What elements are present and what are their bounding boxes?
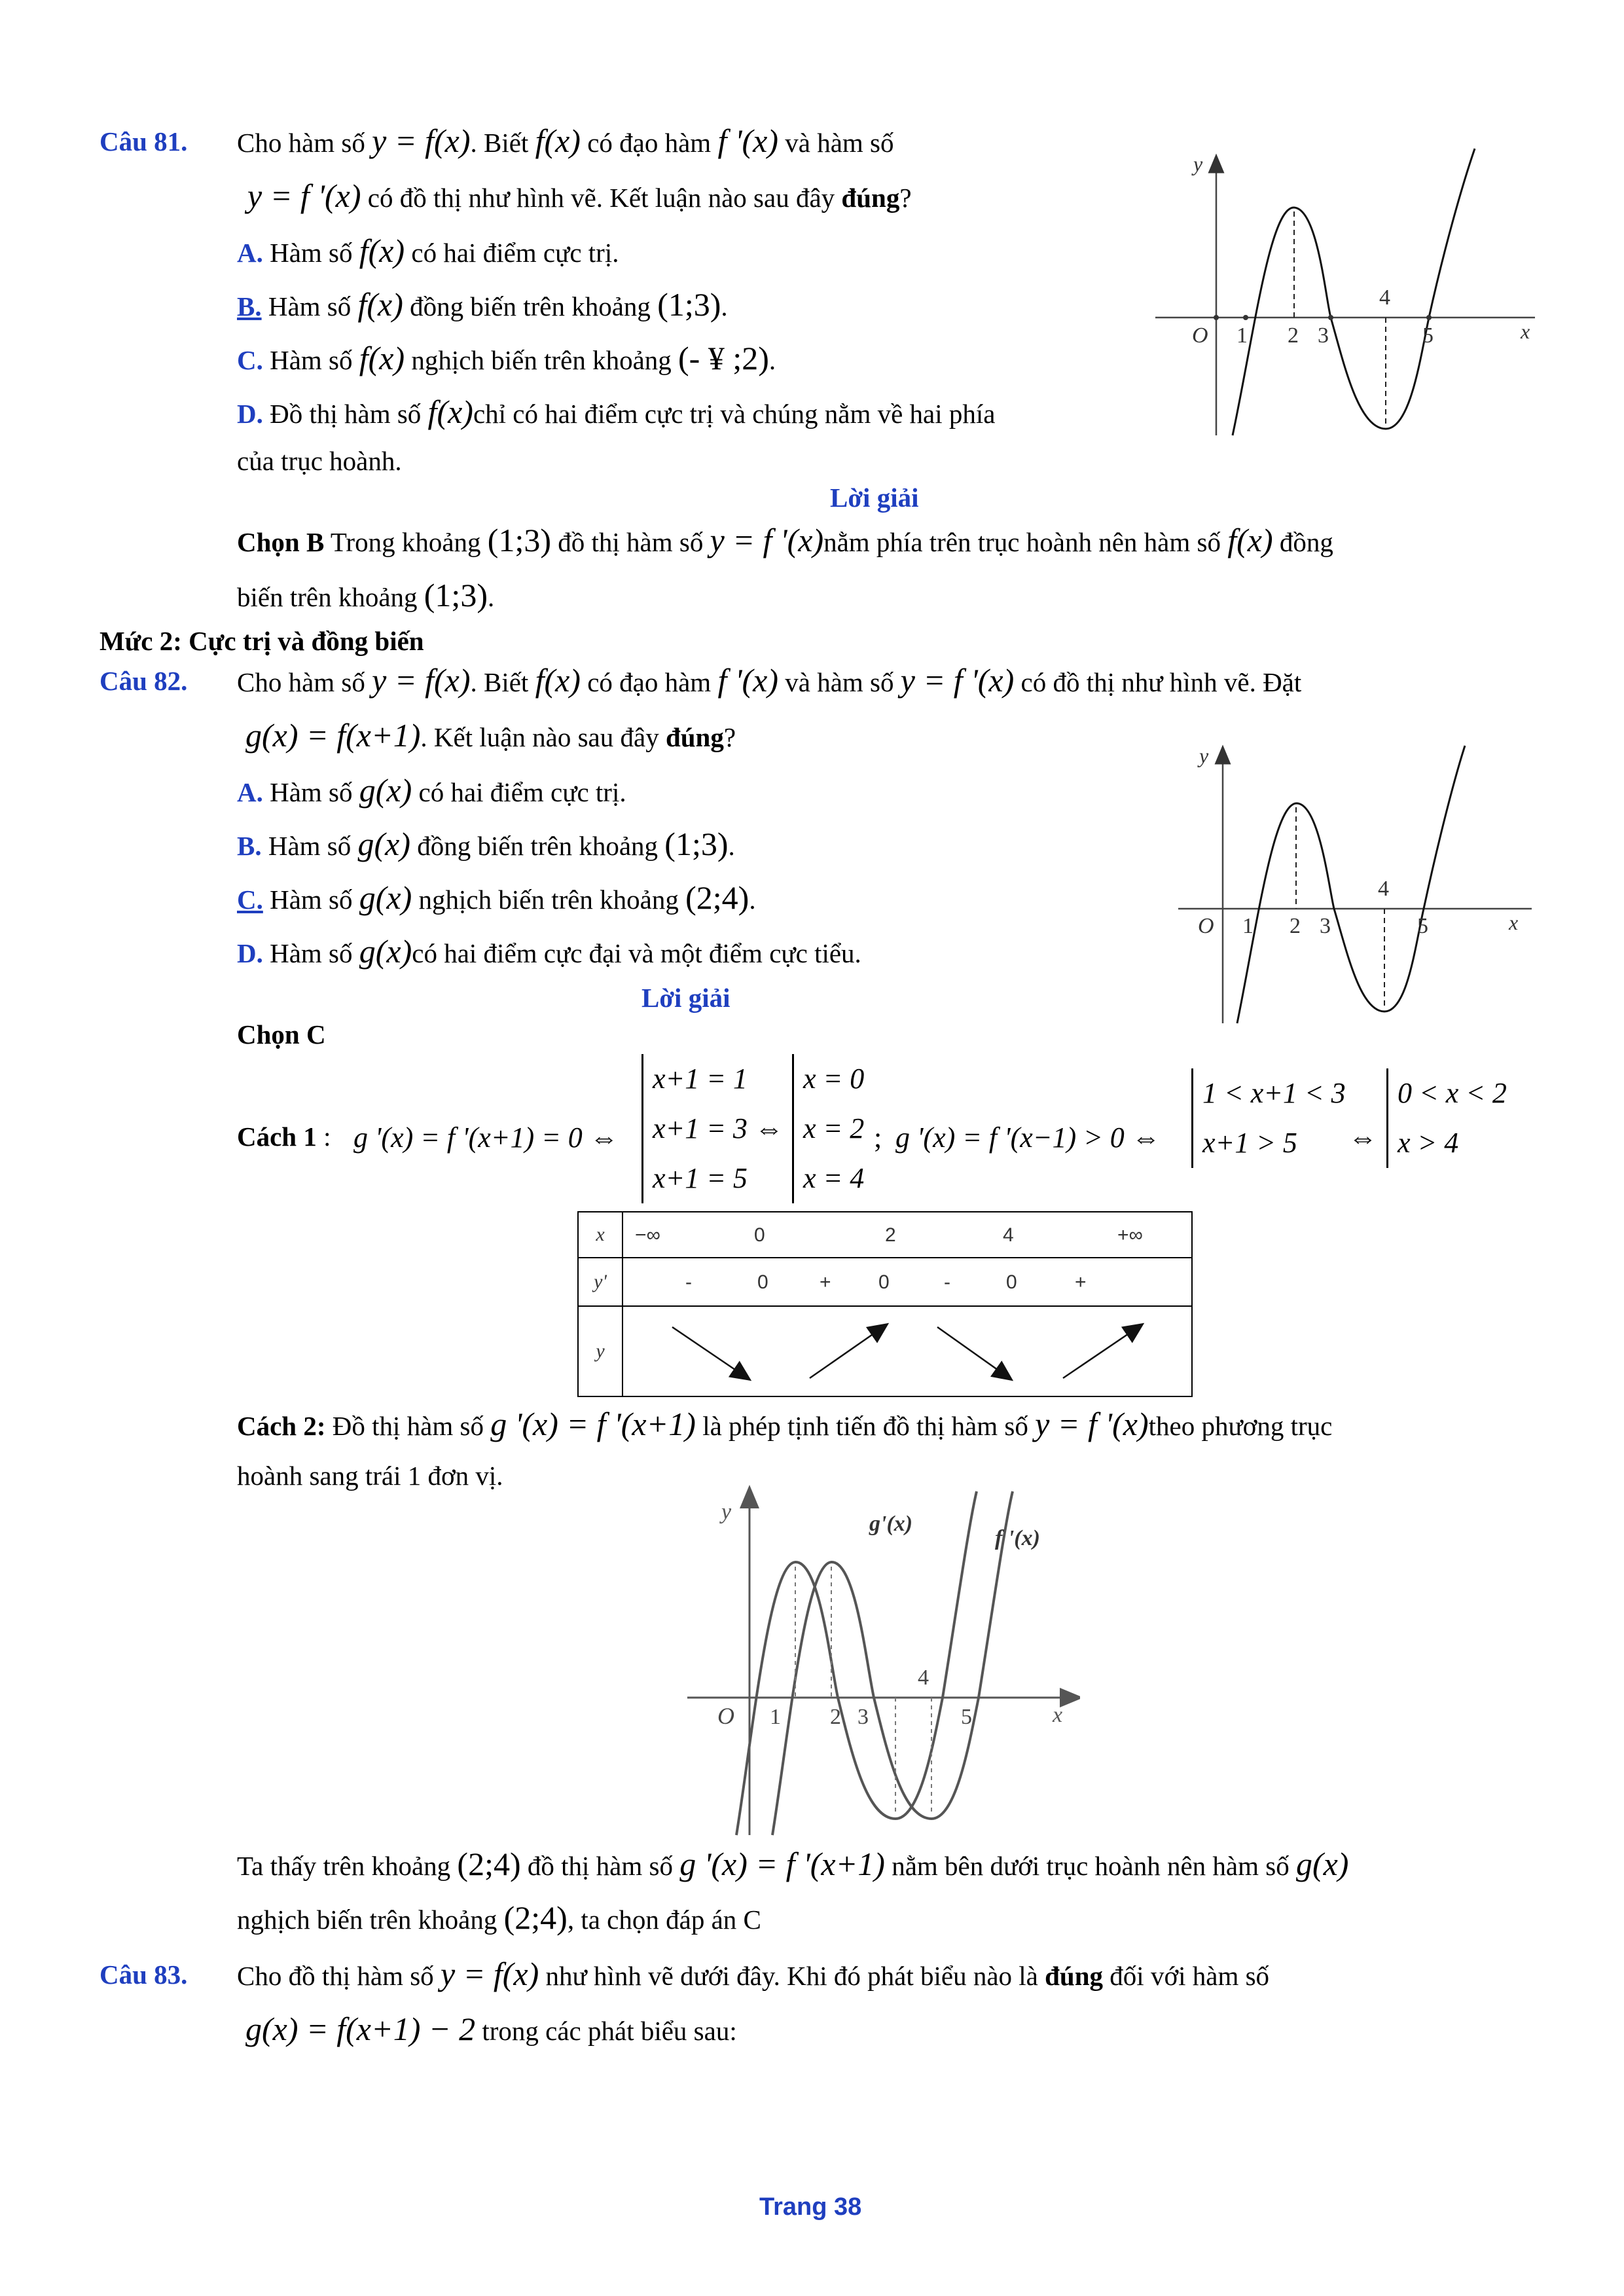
arrow-down-2 xyxy=(937,1327,1009,1378)
q82-method1-iff: ⇔ xyxy=(1348,1121,1377,1154)
arrow-up-1 xyxy=(810,1326,885,1378)
svg-text:5: 5 xyxy=(961,1705,972,1729)
q81-derivative-graph xyxy=(1149,147,1542,442)
arrow-up-2 xyxy=(1063,1326,1140,1378)
section-heading: Mức 2: Cực trị và đồng biến xyxy=(99,626,424,656)
svg-text:2: 2 xyxy=(830,1705,841,1729)
table-row-y-label: y xyxy=(578,1306,623,1396)
svg-text:O: O xyxy=(717,1703,734,1729)
g-prime-curve xyxy=(736,1491,977,1835)
q81-stem-line2: y = f '(x) có đồ thị như hình vẽ. Kết luận nào sau đây đúng? xyxy=(247,177,912,214)
q83-number: Câu 83. xyxy=(99,1959,188,1990)
svg-text:2: 2 xyxy=(1290,914,1301,938)
q82-system2: x = 0 x = 2 x = 4 xyxy=(792,1054,864,1203)
svg-text:O: O xyxy=(1198,914,1214,938)
g-prime-label: g'(x) xyxy=(869,1512,913,1536)
q82-derivative-graph xyxy=(1172,743,1538,1025)
svg-text:1: 1 xyxy=(1236,323,1248,348)
q81-origin: O xyxy=(1192,323,1208,348)
q82-method1-eq2: g '(x) = f '(x−1) > 0 ⇔ xyxy=(895,1121,1161,1154)
q81-solution-heading: Lời giải xyxy=(830,483,919,513)
table-row-yprime-label: y' xyxy=(578,1258,623,1306)
svg-text:y: y xyxy=(721,1500,732,1524)
q82-method1-label: Cách 1 : xyxy=(237,1121,331,1152)
q82-stem-line1: Cho hàm số y = f(x). Biết f(x) có đạo hàm f '(x) và hàm số y = f '(x) có đồ thị như hình vẽ. Đặt xyxy=(237,662,1302,699)
table-row-yprime-values: - 0 + 0 - 0 + xyxy=(623,1258,1192,1306)
q81-option-d[interactable]: D. Đồ thị hàm số f(x)chỉ có hai điểm cực trị và chúng nằm về hai phía xyxy=(237,393,996,430)
table-row-x-values: −∞ 0 2 4 +∞ xyxy=(623,1212,1192,1258)
q82-variation-table xyxy=(577,1211,1193,1396)
q82-stem-line2: g(x) = f(x+1). Kết luận nào sau đây đúng? xyxy=(245,717,736,754)
f-prime-curve xyxy=(772,1491,1013,1835)
svg-text:x: x xyxy=(1509,911,1519,934)
svg-text:5: 5 xyxy=(1422,323,1434,348)
svg-text:5: 5 xyxy=(1417,914,1428,938)
q81-option-a[interactable]: A. Hàm số f(x) có hai điểm cực trị. xyxy=(237,232,619,269)
q81-number: Câu 81. xyxy=(99,126,188,156)
q82-option-d[interactable]: D. Hàm số g(x)có hai điểm cực đại và một điểm cực tiểu. xyxy=(237,933,861,970)
q81-solution-line2: biến trên khoảng (1;3). xyxy=(237,577,495,613)
svg-text:1: 1 xyxy=(770,1705,781,1729)
svg-text:y: y xyxy=(1199,744,1209,767)
table-row-y-arrows xyxy=(623,1306,1192,1396)
q81-option-c[interactable]: C. Hàm số f(x) nghịch biến trên khoảng (- ¥ ;2). xyxy=(237,340,776,376)
q81-option-d-cont: của trục hoành. xyxy=(237,446,402,476)
q81-curve xyxy=(1233,149,1475,435)
q82-number: Câu 82. xyxy=(99,666,188,696)
q81-option-b[interactable]: B. Hàm số f(x) đồng biến trên khoảng (1;3). xyxy=(237,286,728,323)
svg-text:3: 3 xyxy=(1318,323,1329,348)
q81-y-label: y xyxy=(1193,152,1203,175)
arrow-down-1 xyxy=(672,1327,748,1378)
svg-text:x: x xyxy=(1053,1703,1063,1727)
svg-text:4: 4 xyxy=(1378,877,1389,901)
q82-method2-line1: Cách 2: Đồ thị hàm số g '(x) = f '(x+1) là phép tịnh tiến đồ thị hàm số y = f '(x)theo phương trục xyxy=(237,1406,1333,1442)
q82-choice: Chọn C xyxy=(237,1019,326,1049)
q82-option-a[interactable]: A. Hàm số g(x) có hai điểm cực trị. xyxy=(237,772,626,809)
page-footer: Trang 38 xyxy=(759,2193,862,2221)
q82-conclusion-line1: Ta thấy trên khoảng (2;4) đồ thị hàm số g '(x) = f '(x+1) nằm bên dưới trục hoành nên hàm số g(x) xyxy=(237,1846,1349,1882)
svg-text:4: 4 xyxy=(918,1666,929,1690)
q82-solution-heading: Lời giải xyxy=(641,983,731,1013)
svg-text:1: 1 xyxy=(1242,914,1254,938)
q82-option-c[interactable]: C. Hàm số g(x) nghịch biến trên khoảng (2;4). xyxy=(237,879,756,916)
f-prime-label: f '(x) xyxy=(995,1526,1040,1550)
q83-stem-line2: g(x) = f(x+1) − 2 trong các phát biểu sau: xyxy=(245,2011,737,2047)
q82-system1: x+1 = 1 x+1 = 3 ⇔ x+1 = 5 xyxy=(641,1054,784,1203)
q82-method1-eq1: g '(x) = f '(x+1) = 0 ⇔ xyxy=(353,1121,619,1154)
q81-solution-line1: Chọn B Trong khoảng (1;3) đồ thị hàm số y = f '(x)nằm phía trên trục hoành nên hàm số f(x) đồng xyxy=(237,522,1333,558)
q81-x-label: x xyxy=(1521,319,1530,343)
q82-system3: 1 < x+1 < 3 x+1 > 5 xyxy=(1191,1068,1346,1168)
q82-conclusion-line2: nghịch biến trên khoảng (2;4), ta chọn đáp án C xyxy=(237,1899,761,1936)
q83-stem-line1: Cho đồ thị hàm số y = f(x) như hình vẽ dưới đây. Khi đó phát biểu nào là đúng đối với hàm số xyxy=(237,1956,1270,1992)
q82-option-b[interactable]: B. Hàm số g(x) đồng biến trên khoảng (1;3). xyxy=(237,826,735,862)
q82-translation-graph xyxy=(681,1485,1080,1838)
q82-method1-sep: ; xyxy=(874,1121,882,1154)
svg-text:4: 4 xyxy=(1379,285,1390,310)
svg-text:2: 2 xyxy=(1288,323,1299,348)
svg-text:3: 3 xyxy=(857,1705,869,1729)
svg-text:3: 3 xyxy=(1320,914,1331,938)
table-row-x-label: x xyxy=(578,1212,623,1258)
q82-system4: 0 < x < 2 x > 4 xyxy=(1386,1068,1507,1168)
q81-stem-line1: Cho hàm số y = f(x). Biết f(x) có đạo hàm f '(x) và hàm số xyxy=(237,122,894,159)
q82-method2-line2: hoành sang trái 1 đơn vị. xyxy=(237,1461,503,1491)
